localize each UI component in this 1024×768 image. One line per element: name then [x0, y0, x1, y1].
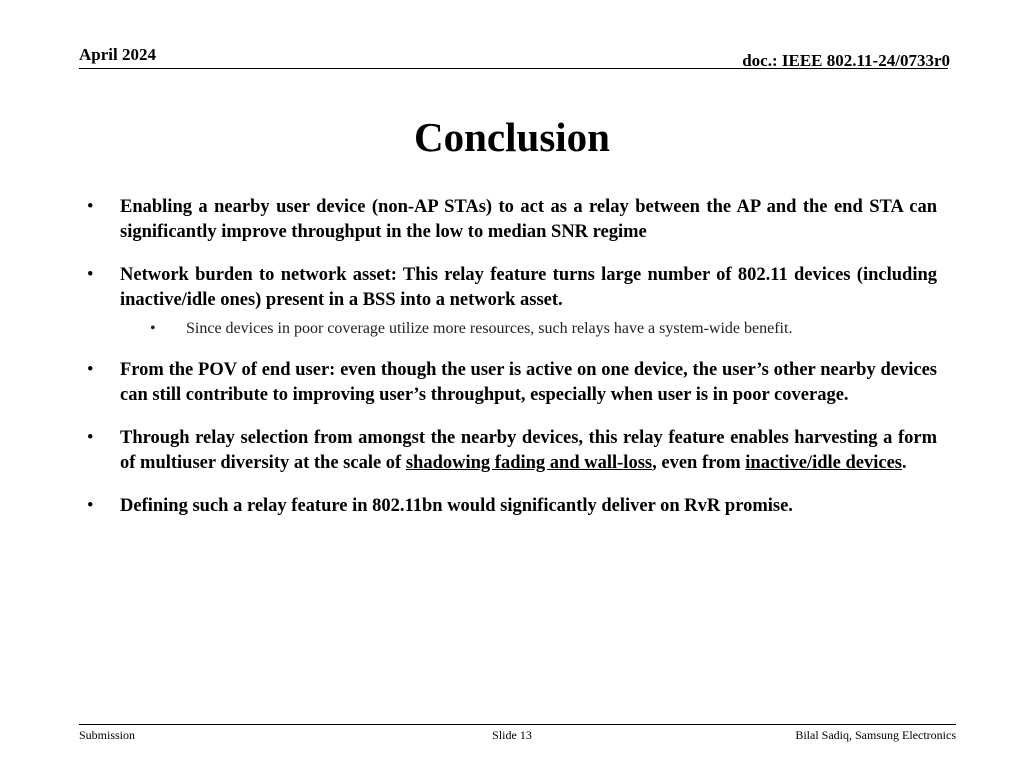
bullet-item-4 [87, 426, 937, 476]
bullet-text-5: Defining such a relay feature in 802.11bn would significantly deliver on RvR promise. [120, 496, 793, 516]
bullet-text-4-part-a: Through relay selection from amongst the nearby devices, this relay feature enables harvesting a form of multiuser diversity at the scale of [120, 428, 937, 473]
bullet-dot-icon: • [87, 496, 94, 516]
bullet-item-2 [87, 263, 937, 340]
sub-bullet-text: Since devices in poor coverage utilize more resources, such relays have a system-wide benefit. [186, 320, 793, 337]
bullet-dot-icon: • [87, 360, 94, 380]
slide-title: Conclusion [414, 114, 610, 160]
bullet-dot-icon: • [87, 428, 94, 448]
sub-bullet-item [150, 318, 937, 340]
bullet-text-1: Enabling a nearby user device (non-AP STAs) to act as a relay between the AP and the end STA can significantly improve throughput in the low to median SNR regime [120, 197, 937, 242]
bullet-text-3: From the POV of end user: even though the user is active on one device, the user’s other nearby devices can still contribute to improving user’s throughput, especially when user is in poor coverage. [120, 360, 937, 405]
bullet-item-3 [87, 358, 937, 408]
header-divider [79, 68, 948, 69]
bullet-text-4 [120, 428, 937, 473]
footer-slide-number: Slide 13 [492, 728, 532, 742]
underlined-phrase-idle-devices: inactive/idle devices [745, 453, 902, 473]
bullet-dot-icon: • [87, 265, 94, 285]
bullet-text-4-part-c: . [902, 453, 907, 473]
footer-author: Bilal Sadiq, Samsung Electronics [795, 728, 956, 742]
header-date: April 2024 [79, 45, 156, 64]
bullet-list [87, 195, 937, 537]
header-doc-id: doc.: IEEE 802.11-24/0733r0 [742, 51, 950, 70]
bullet-item-5 [87, 494, 937, 519]
footer-divider [79, 724, 956, 725]
bullet-item-1 [87, 195, 937, 245]
sub-bullet-dot-icon: • [150, 320, 156, 337]
bullet-dot-icon: • [87, 197, 94, 217]
footer-submission: Submission [79, 728, 136, 742]
bullet-text-2: Network burden to network asset: This relay feature turns large number of 802.11 devices (including inactive/idle ones) present in a BSS into a network asset. [120, 265, 937, 310]
underlined-phrase-shadowing: shadowing fading and wall-loss [405, 453, 653, 473]
bullet-text-4-part-b: , even from [652, 453, 746, 473]
